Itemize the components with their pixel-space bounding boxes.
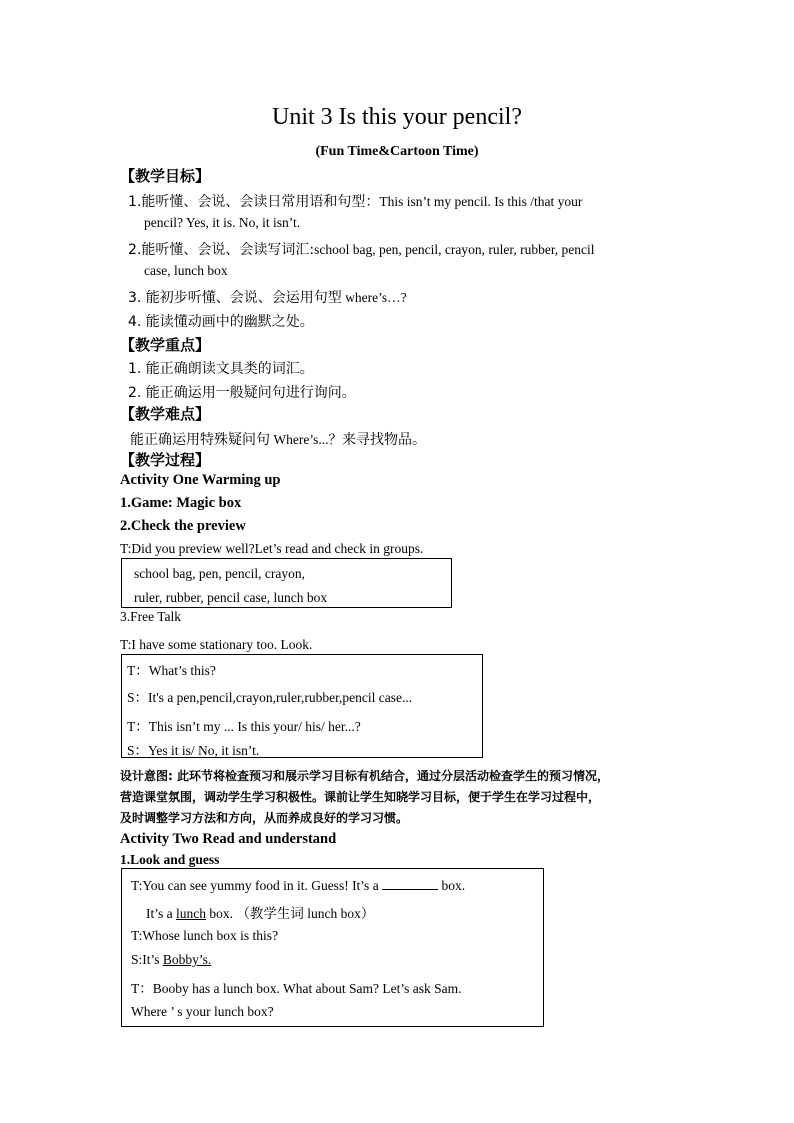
objectives-heading: 【教学目标】	[120, 167, 211, 185]
design-intent-line-3: 及时调整学习方法和方向，从而养成良好的学习习惯。	[120, 811, 409, 825]
free-talk-heading: 3.Free Talk	[120, 609, 182, 624]
page-title: Unit 3 Is this your pencil?	[272, 104, 522, 130]
objective-1-cn: 1.能听懂、会说、会读日常用语和句型：	[128, 194, 380, 210]
objective-3	[128, 287, 407, 307]
look-guess-heading	[120, 852, 219, 868]
guess-line-2a: It’s a	[146, 906, 176, 921]
activity-one-heading: Activity One Warming up	[120, 472, 281, 488]
activity-two-heading: Activity Two Read and understand	[120, 831, 337, 847]
guess-line-4	[131, 952, 211, 968]
key-point-1: 1. 能正确朗读文具类的词汇。	[128, 361, 314, 377]
look-guess-text: 1.Look and guess	[120, 852, 220, 867]
design-intent-line-1	[120, 767, 609, 784]
difficulty-en: Where’s...？	[270, 432, 342, 447]
guess-line-6: Where ’ s your lunch box?	[131, 1004, 274, 1019]
guess-line-1b: box.	[438, 878, 466, 893]
vocab-line-1: school bag, pen, pencil, crayon,	[134, 566, 305, 581]
teacher-line-2: T:I have some stationary too. Look.	[120, 637, 313, 652]
design-intent-text-1: 此环节将检查预习和展示学习目标有机结合，通过分层活动检查学生的预习情况，	[172, 769, 609, 783]
guess-line-2-underlined: lunch	[176, 906, 206, 921]
vocab-line-2: ruler, rubber, pencil case, lunch box	[134, 590, 328, 605]
guess-line-3: T:Whose lunch box is this?	[131, 928, 279, 943]
dialogue-line-4: S：Yes it is/ No, it isn’t.	[127, 743, 260, 758]
check-preview-heading: 2.Check the preview	[120, 518, 246, 534]
objective-1-en: This isn’t my pencil. Is this /that your	[379, 194, 583, 209]
difficulty-cn-1: 能正确运用特殊疑问句	[130, 432, 270, 448]
page-subtitle: (Fun Time&Cartoon Time)	[315, 144, 479, 159]
teacher-line-1: T:Did you preview well?Let’s read and check in groups.	[120, 541, 424, 556]
objective-3-cn: 3. 能初步听懂、会说、会运用句型	[128, 290, 342, 306]
guess-line-4-underlined: Bobby’s.	[162, 952, 212, 967]
guess-line-5: T：Booby has a lunch box. What about Sam? Let’s ask Sam.	[131, 981, 462, 996]
game-heading: 1.Game: Magic box	[120, 495, 242, 511]
objective-1-cont: pencil? Yes, it is. No, it isn’t.	[144, 215, 301, 230]
key-point-2: 2. 能正确运用一般疑问句进行询问。	[128, 385, 356, 401]
objective-1	[128, 191, 582, 211]
objective-3-en: where’s…?	[341, 290, 407, 305]
guess-line-2c: box. （教学生词 lunch box）	[206, 906, 375, 921]
difficulty-cn-2: 来寻找物品。	[341, 432, 426, 448]
dialogue-line-3: T：This isn’t my ... Is this your/ his/ her...?	[127, 719, 361, 734]
objective-2-cont: case, lunch box	[144, 263, 228, 278]
design-intent-line-2: 营造课堂氛围，调动学生学习积极性。课前让学生知晓学习目标，便于学生在学习过程中，	[120, 790, 601, 804]
answer-blank	[382, 877, 438, 890]
design-intent-label: 设计意图:	[120, 769, 173, 783]
key-points-heading: 【教学重点】	[120, 336, 211, 354]
difficulties-heading: 【教学难点】	[120, 405, 211, 423]
objective-2-en: school bag, pen, pencil, crayon, ruler, rubber, pencil	[314, 242, 595, 257]
guess-line-1	[131, 877, 465, 894]
dialogue-line-2: S：It's a pen,pencil,crayon,ruler,rubber,pencil case...	[127, 690, 413, 705]
guess-line-1a: T:You can see yummy food in it. Guess! It’s a	[131, 878, 383, 893]
guess-line-2	[146, 902, 374, 922]
difficulty-line	[130, 428, 426, 449]
process-heading: 【教学过程】	[120, 451, 211, 469]
objective-2	[128, 239, 595, 259]
objective-4: 4. 能读懂动画中的幽默之处。	[128, 314, 314, 330]
objective-2-cn: 2.能听懂、会说、会读写词汇:	[128, 242, 315, 258]
guess-line-4a: S:It’s	[131, 952, 163, 967]
dialogue-line-1: T：What’s this?	[127, 663, 216, 678]
